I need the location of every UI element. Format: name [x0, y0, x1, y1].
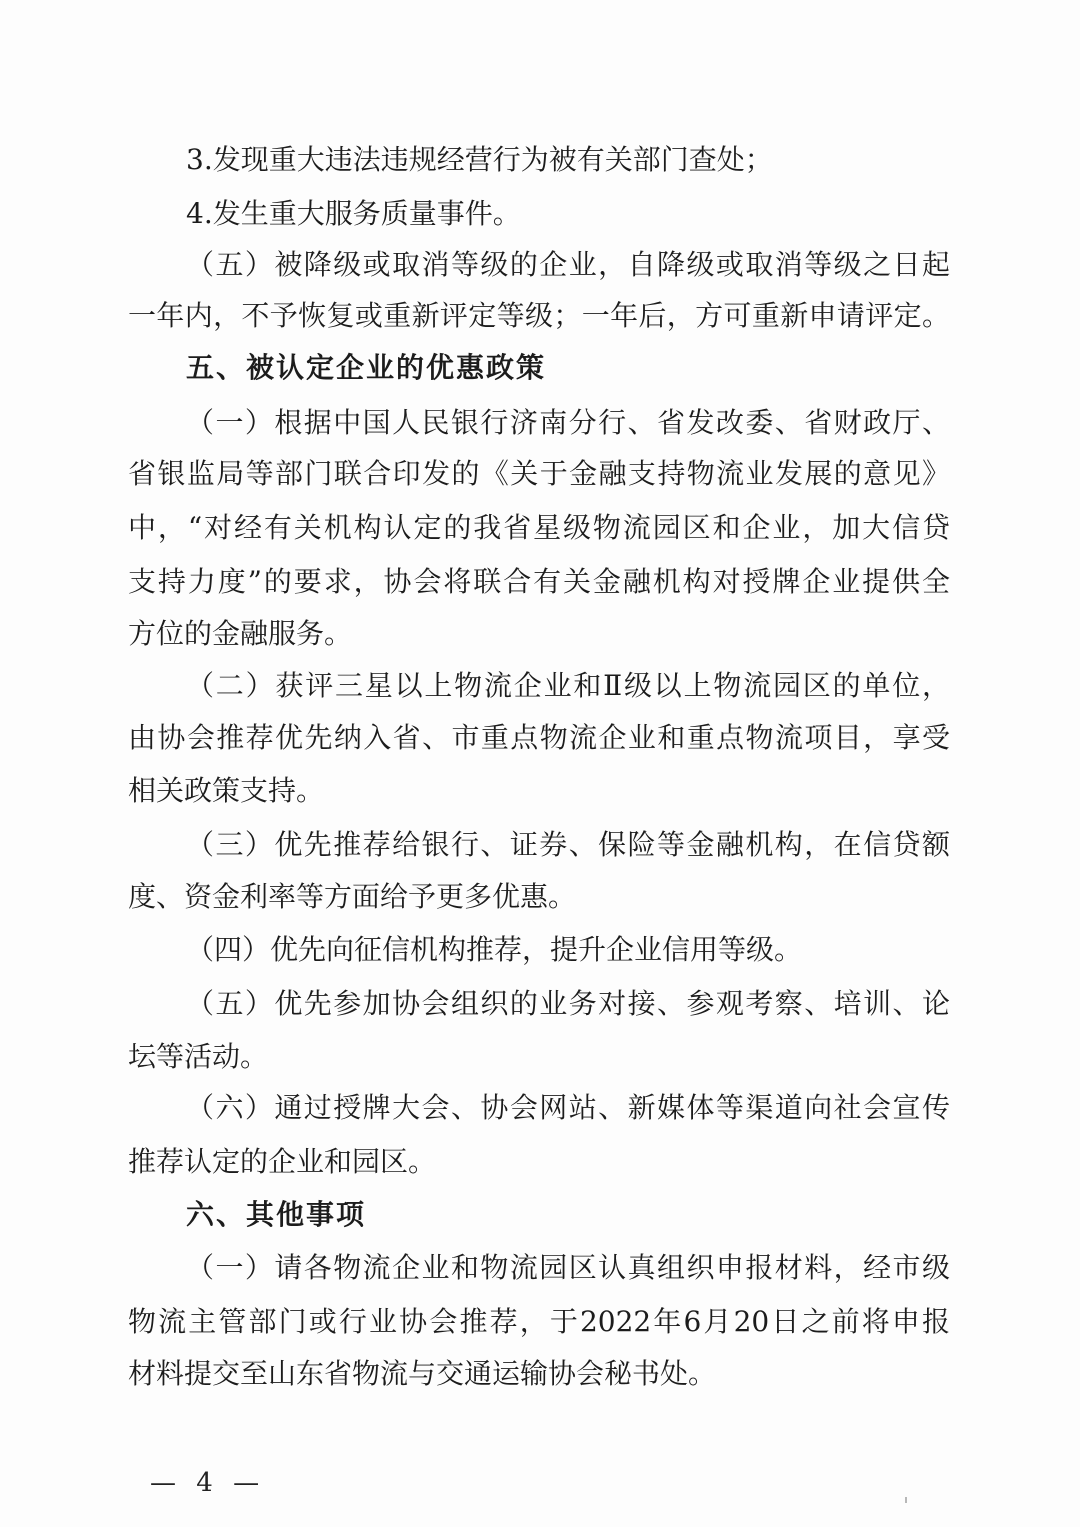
paragraph-line: （一）根据中国人民银行济南分行、省发改委、省财政厅、: [186, 406, 950, 439]
paragraph-line: （四）优先向征信机构推荐，提升企业信用等级。: [186, 933, 803, 966]
paragraph-line: 物流主管部门或行业协会推荐，于2022年6月20日之前将申报: [128, 1305, 950, 1338]
paragraph-line: 坛等活动。: [128, 1040, 269, 1073]
paragraph-line: 一年内，不予恢复或重新评定等级；一年后，方可重新申请评定。: [128, 299, 950, 332]
paragraph-line: 中，“对经有关机构认定的我省星级物流园区和企业，加大信贷: [128, 511, 950, 544]
paragraph-line: 推荐认定的企业和园区。: [128, 1145, 437, 1178]
section-heading: 六、其他事项: [186, 1198, 367, 1231]
paragraph-line: （五）被降级或取消等级的企业，自降级或取消等级之日起: [186, 248, 950, 281]
section-heading: 五、被认定企业的优惠政策: [186, 351, 547, 384]
paragraph-line: 材料提交至山东省物流与交通运输协会秘书处。: [128, 1357, 717, 1390]
page-number: — 4 —: [150, 1468, 266, 1498]
paragraph-line: 4.发生重大服务质量事件。: [186, 197, 521, 230]
paragraph-line: 3.发现重大违法违规经营行为被有关部门查处；: [186, 143, 773, 176]
paragraph-line: （二）获评三星以上物流企业和Ⅱ级以上物流园区的单位，: [186, 669, 950, 702]
paragraph-line: （一）请各物流企业和物流园区认真组织申报材料，经市级: [186, 1251, 950, 1284]
paragraph-line: （三）优先推荐给银行、证券、保险等金融机构，在信贷额: [186, 828, 950, 861]
paragraph-line: （五）优先参加协会组织的业务对接、参观考察、培训、论: [186, 987, 950, 1020]
paragraph-line: （六）通过授牌大会、协会网站、新媒体等渠道向社会宣传: [186, 1091, 950, 1124]
paragraph-line: 相关政策支持。: [128, 774, 325, 807]
paragraph-line: 度、资金利率等方面给予更多优惠。: [128, 880, 577, 913]
scan-speck: [905, 1497, 907, 1503]
paragraph-line: 支持力度”的要求，协会将联合有关金融机构对授牌企业提供全: [128, 565, 950, 598]
paragraph-line: 省银监局等部门联合印发的《关于金融支持物流业发展的意见》: [128, 457, 950, 490]
paragraph-line: 由协会推荐优先纳入省、市重点物流企业和重点物流项目，享受: [128, 721, 950, 754]
paragraph-line: 方位的金融服务。: [128, 617, 353, 650]
